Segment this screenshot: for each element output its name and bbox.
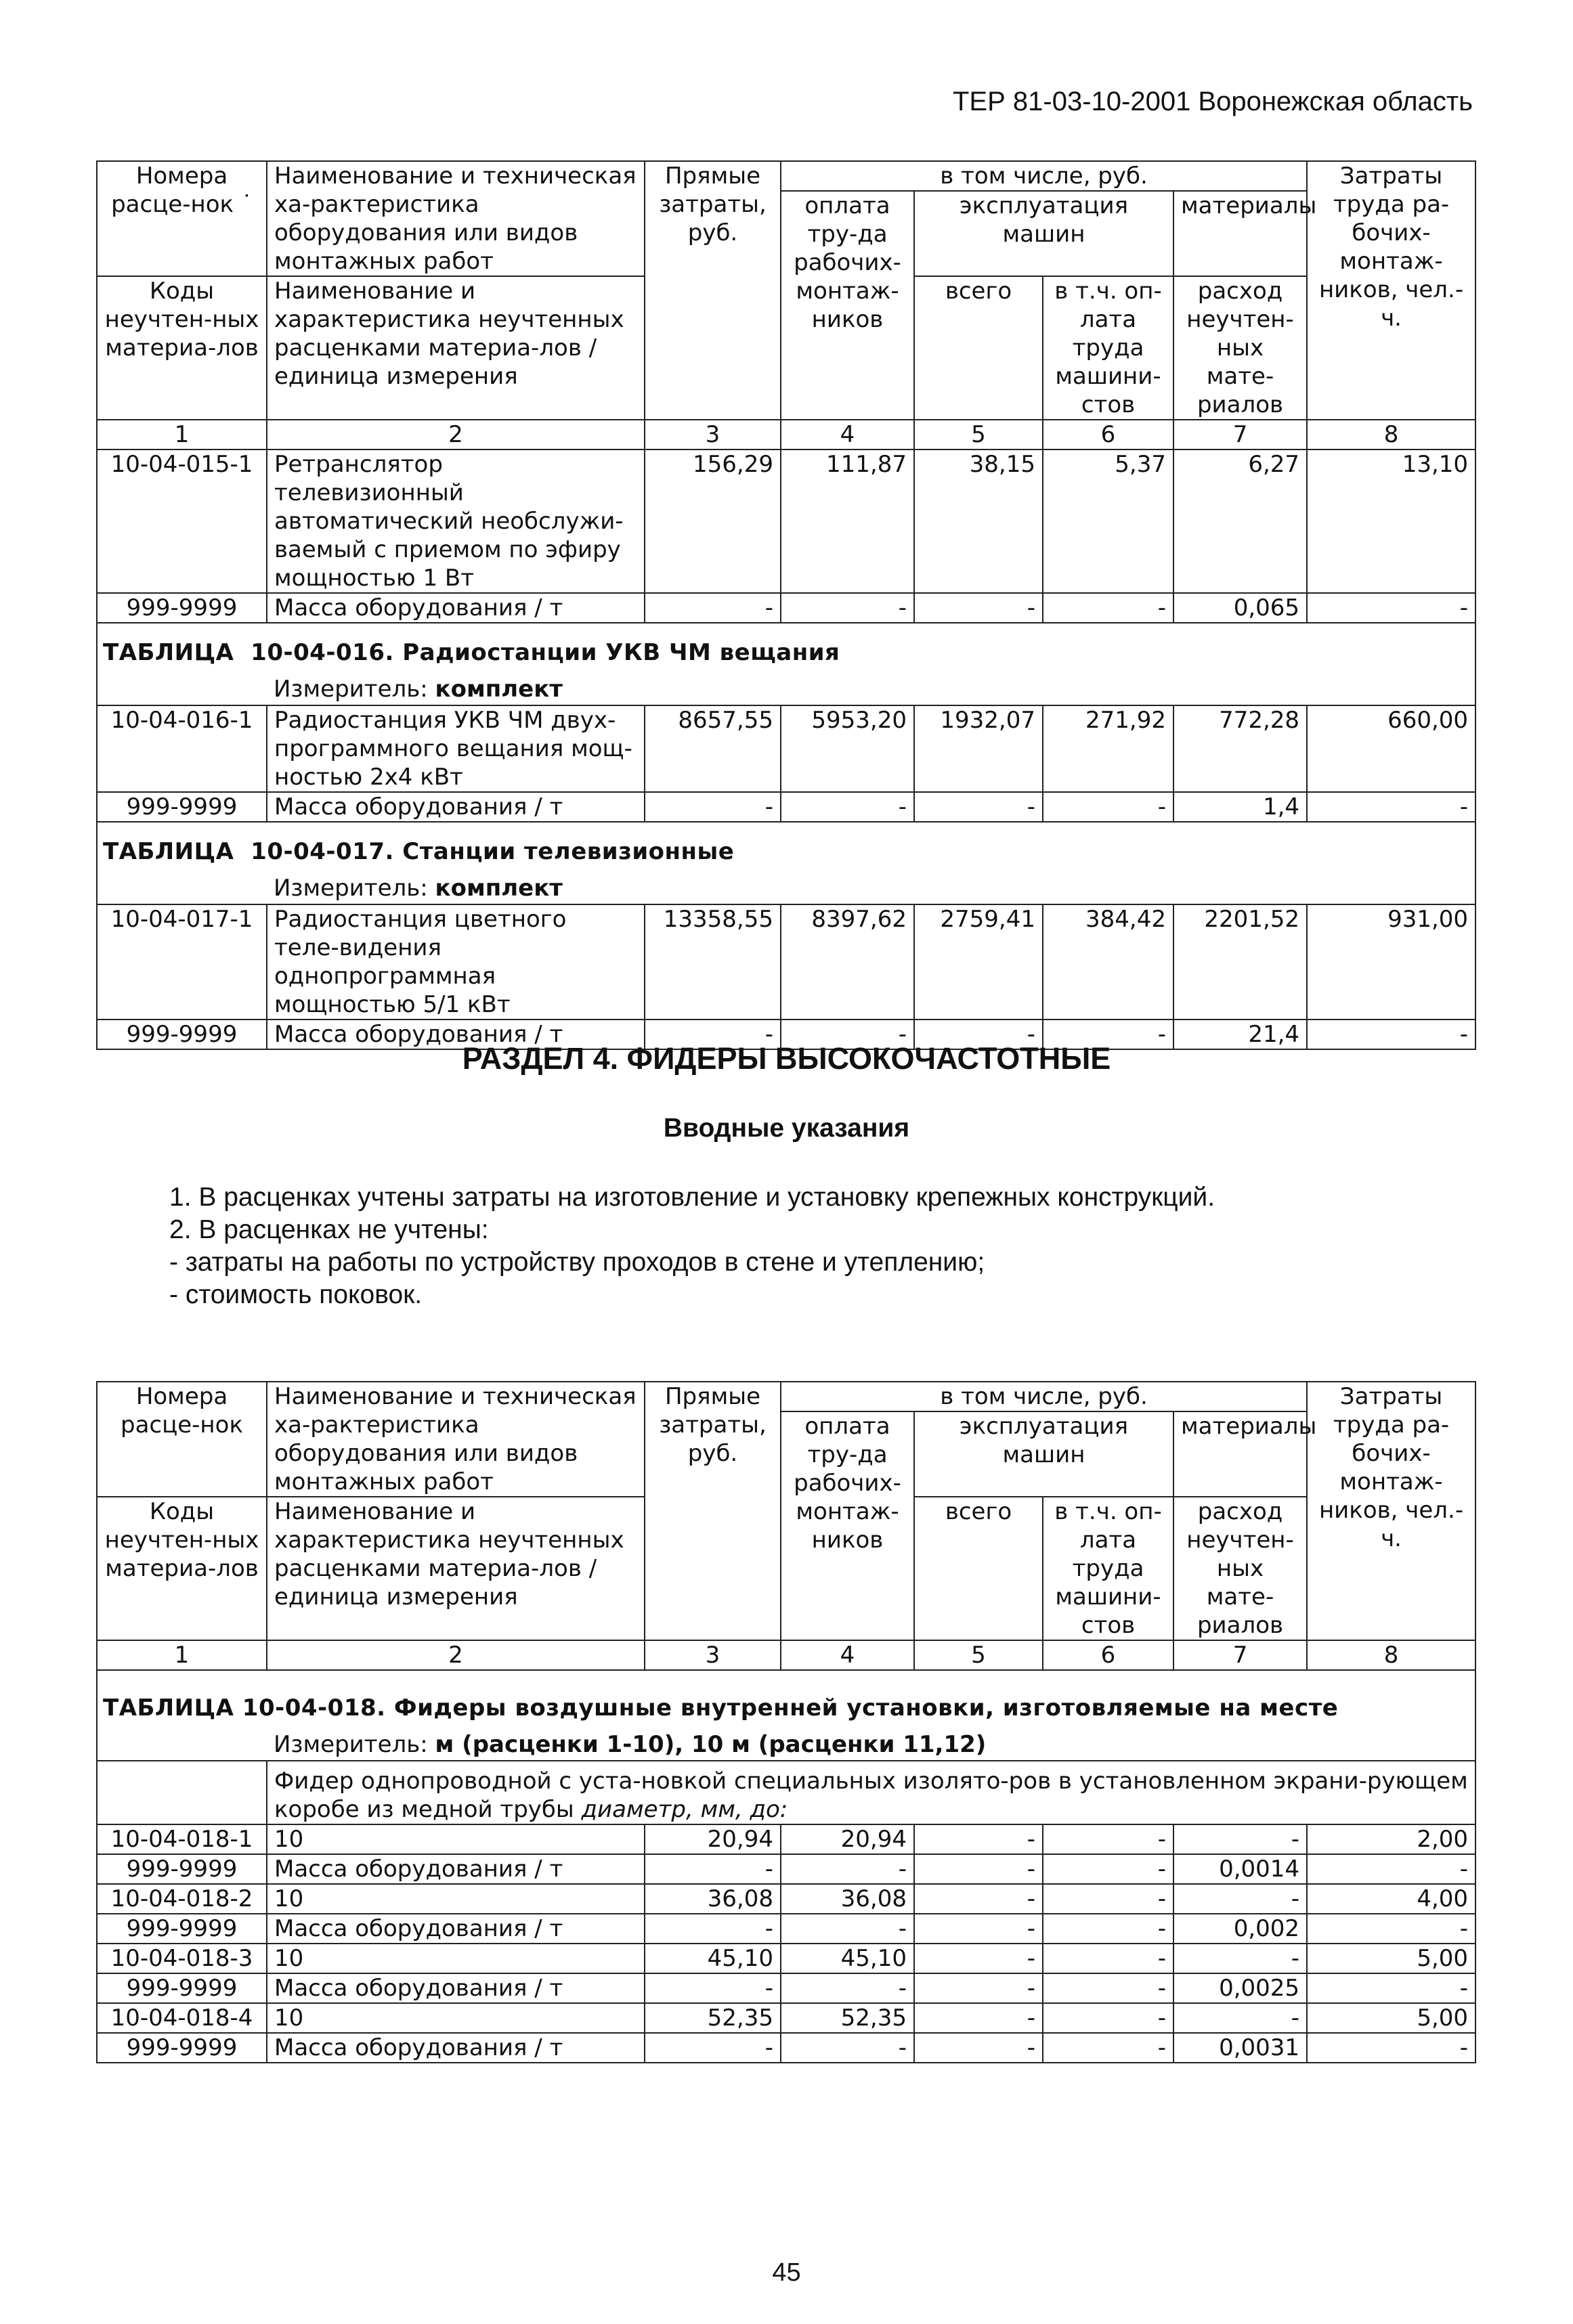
cell-direct-costs: - xyxy=(645,1973,781,2003)
col-header-direct-costs: Прямые затраты, руб. xyxy=(645,1382,781,1640)
measure-label: Измеритель: xyxy=(274,676,428,703)
col-header-direct-costs: Прямые затраты, руб. xyxy=(645,161,781,420)
cell-machine-total: - xyxy=(914,792,1043,822)
cell-labor-costs: - xyxy=(1307,1020,1475,1049)
col-header-machine-total: всего xyxy=(914,276,1043,420)
cell-machinists-pay: - xyxy=(1043,1854,1173,1884)
cell-labor-costs: - xyxy=(1307,593,1475,623)
table-title xyxy=(97,623,1475,671)
material-code: 999-9999 xyxy=(97,1914,267,1944)
rates-table-lower xyxy=(96,1381,1476,2063)
cell-machine-total: - xyxy=(914,1824,1043,1854)
cell-direct-costs: - xyxy=(645,1020,781,1049)
intro-line: 1. В расценках учтены затраты на изготовление и установку крепежных конструкций. xyxy=(169,1183,1215,1212)
cell-machine-total: - xyxy=(914,2033,1043,2063)
cell-materials: 0,065 xyxy=(1173,593,1307,623)
cell-direct-costs: - xyxy=(645,2033,781,2063)
cell-direct-costs: - xyxy=(645,792,781,822)
intro-notes xyxy=(169,1181,1215,1311)
col-header-codes: Коды неучтен-ных материа-лов xyxy=(97,276,267,420)
cell-machine-total: 1932,07 xyxy=(914,705,1043,792)
cell-labor-costs: 13,10 xyxy=(1307,450,1475,593)
table-row xyxy=(97,1854,1475,1884)
cell-labor-costs: - xyxy=(1307,1914,1475,1944)
col-header-materials: материалы xyxy=(1173,191,1307,276)
column-number: 2 xyxy=(267,420,645,450)
table-title-text: 10-04-017. Станции телевизионные xyxy=(251,838,735,865)
column-number: 6 xyxy=(1043,420,1173,450)
cell-machinists-pay: - xyxy=(1043,1020,1173,1049)
cell-machine-total: - xyxy=(914,1914,1043,1944)
col-header-name-bottom: Наименование и характеристика неучтенных расценками материа-лов / единица измерения xyxy=(267,276,645,420)
column-number: 5 xyxy=(914,420,1043,450)
col-header-machinists-pay: в т.ч. оп-лата труда машини-стов xyxy=(1043,276,1173,420)
cell-machinists-pay: - xyxy=(1043,1884,1173,1914)
cell-direct-costs: - xyxy=(645,1854,781,1884)
column-number: 7 xyxy=(1173,1640,1307,1670)
rate-code: 10-04-016-1 xyxy=(97,705,267,792)
cell-labor-costs: 5,00 xyxy=(1307,2003,1475,2033)
cell-direct-costs: 13358,55 xyxy=(645,904,781,1020)
col-header-name: Наименование и техническая ха-рактеристика оборудования или видов монтажных работ xyxy=(267,1382,645,1497)
measure-value: комплект xyxy=(435,676,563,703)
column-number: 6 xyxy=(1043,1640,1173,1670)
cell-materials: 772,28 xyxy=(1173,705,1307,792)
table-title-label: ТАБЛИЦА xyxy=(103,838,234,865)
table-title-row xyxy=(97,623,1475,671)
cell-materials: 0,0014 xyxy=(1173,1854,1307,1884)
table-title: ТАБЛИЦА 10-04-018. Фидеры воздушные внутренней установки, изготовляемые на месте xyxy=(97,1670,1475,1726)
cell-materials: - xyxy=(1173,1944,1307,1973)
cell-labor-costs: - xyxy=(1307,1973,1475,2003)
material-code: 999-9999 xyxy=(97,2033,267,2063)
col-header-machine-operation: эксплуатация машин xyxy=(914,1411,1173,1497)
cell-direct-costs: 45,10 xyxy=(645,1944,781,1973)
cell-machinists-pay: 271,92 xyxy=(1043,705,1173,792)
description-row xyxy=(97,1761,1475,1824)
rate-description: 10 xyxy=(267,1944,645,1973)
cell-direct-costs: 52,35 xyxy=(645,2003,781,2033)
column-number: 1 xyxy=(97,1640,267,1670)
cell-machine-total: - xyxy=(914,1944,1043,1973)
rate-code: 10-04-018-4 xyxy=(97,2003,267,2033)
measure-value: комплект xyxy=(435,875,563,902)
cell-machine-total: - xyxy=(914,1020,1043,1049)
cell-materials: - xyxy=(1173,1824,1307,1854)
cell-machinists-pay: - xyxy=(1043,2033,1173,2063)
cell-machine-total: - xyxy=(914,1884,1043,1914)
measure-value: м (расценки 1-10), 10 м (расценки 11,12) xyxy=(435,1731,987,1758)
cell-labor-pay: - xyxy=(781,1973,914,2003)
col-header-codes: Коды неучтен-ных материа-лов xyxy=(97,1497,267,1640)
cell-materials: 0,0031 xyxy=(1173,2033,1307,2063)
column-number: 5 xyxy=(914,1640,1043,1670)
rate-description: 10 xyxy=(267,1884,645,1914)
cell-machine-total: - xyxy=(914,593,1043,623)
col-header-materials: материалы xyxy=(1173,1411,1307,1497)
table-row xyxy=(97,705,1475,792)
cell-labor-pay: 8397,62 xyxy=(781,904,914,1020)
table-title-text: 10-04-016. Радиостанции УКВ ЧМ вещания xyxy=(251,639,840,666)
measure-label: Измеритель: xyxy=(274,875,428,902)
cell-materials: 2201,52 xyxy=(1173,904,1307,1020)
intro-line: - затраты на работы по устройству проходов в стене и утеплению; xyxy=(169,1248,985,1277)
cell-machinists-pay: - xyxy=(1043,1944,1173,1973)
col-header-machine-total: всего xyxy=(914,1497,1043,1640)
column-number: 2 xyxy=(267,1640,645,1670)
col-header-name: Наименование и техническая ха-рактеристика оборудования или видов монтажных работ xyxy=(267,161,645,276)
col-header-materials-consumption: расход неучтен-ных мате-риалов xyxy=(1173,1497,1307,1640)
running-header: ТЕР 81-03-10-2001 Воронежская область xyxy=(952,87,1473,116)
col-header-including: в том числе, руб. xyxy=(781,1382,1307,1411)
measure-row xyxy=(97,870,1475,904)
material-description: Масса оборудования / т xyxy=(267,1020,645,1049)
col-header-labor-pay: оплата тру-да рабочих-монтаж-ников xyxy=(781,191,914,420)
rate-description: Радиостанция УКВ ЧМ двух-программного вещания мощ-ностью 2х4 кВт xyxy=(267,705,645,792)
rate-code: 10-04-017-1 xyxy=(97,904,267,1020)
cell-materials: 0,0025 xyxy=(1173,1973,1307,2003)
measure-row xyxy=(97,671,1475,705)
cell-labor-pay: 20,94 xyxy=(781,1824,914,1854)
cell-labor-pay: - xyxy=(781,1914,914,1944)
measure-row xyxy=(97,1726,1475,1761)
column-number: 3 xyxy=(645,1640,781,1670)
section-title: РАЗДЕЛ 4. ФИДЕРЫ ВЫСОКОЧАСТОТНЫЕ xyxy=(462,1041,1111,1076)
cell-labor-pay: 111,87 xyxy=(781,450,914,593)
cell-labor-pay: 45,10 xyxy=(781,1944,914,1973)
cell-machine-total: 38,15 xyxy=(914,450,1043,593)
cell-machine-total: - xyxy=(914,1973,1043,2003)
material-description: Масса оборудования / т xyxy=(267,792,645,822)
material-description: Масса оборудования / т xyxy=(267,593,645,623)
rate-code: 10-04-018-2 xyxy=(97,1884,267,1914)
col-header-machinists-pay: в т.ч. оп-лата труда машини-стов xyxy=(1043,1497,1173,1640)
column-number: 1 xyxy=(97,420,267,450)
intro-line: - стоимость поковок. xyxy=(169,1280,423,1309)
cell-labor-pay: - xyxy=(781,593,914,623)
table-title-row xyxy=(97,822,1475,870)
cell-materials: - xyxy=(1173,1884,1307,1914)
table-title xyxy=(97,822,1475,870)
cell-machinists-pay: - xyxy=(1043,593,1173,623)
cell-labor-pay: - xyxy=(781,2033,914,2063)
cell-materials: 0,002 xyxy=(1173,1914,1307,1944)
table-row xyxy=(97,1944,1475,1973)
material-code: 999-9999 xyxy=(97,1973,267,2003)
measure-unit xyxy=(267,870,1475,904)
cell-direct-costs: 8657,55 xyxy=(645,705,781,792)
cell-machinists-pay: - xyxy=(1043,1973,1173,2003)
cell-direct-costs: 36,08 xyxy=(645,1884,781,1914)
cell-direct-costs: 156,29 xyxy=(645,450,781,593)
col-header-including: в том числе, руб. xyxy=(781,161,1307,191)
table-row xyxy=(97,2033,1475,2063)
cell-labor-pay: 5953,20 xyxy=(781,705,914,792)
measure-unit xyxy=(267,1726,1475,1761)
cell-labor-costs: 660,00 xyxy=(1307,705,1475,792)
cell-machine-total: 2759,41 xyxy=(914,904,1043,1020)
col-header-rate-numbers: Номера расце-нок xyxy=(97,1382,267,1497)
material-description: Масса оборудования / т xyxy=(267,1914,645,1944)
cell-labor-pay: - xyxy=(781,1020,914,1049)
table-row xyxy=(97,593,1475,623)
rates-table-upper xyxy=(96,160,1476,1050)
rate-code: 10-04-018-3 xyxy=(97,1944,267,1973)
col-header-materials-consumption: расход неучтен-ных мате-риалов xyxy=(1173,276,1307,420)
table-title-label: ТАБЛИЦА xyxy=(103,639,234,666)
intro-line: 2. В расценках не учтены: xyxy=(169,1215,489,1244)
cell-labor-pay: - xyxy=(781,1854,914,1884)
cell-machinists-pay: 5,37 xyxy=(1043,450,1173,593)
rate-code: 10-04-018-1 xyxy=(97,1824,267,1854)
col-header-name-bottom: Наименование и характеристика неучтенных расценками материа-лов / единица измерения xyxy=(267,1497,645,1640)
page-number: 45 xyxy=(772,2258,801,2287)
material-description: Масса оборудования / т xyxy=(267,1973,645,2003)
column-number: 8 xyxy=(1307,420,1475,450)
cell-machinists-pay: 384,42 xyxy=(1043,904,1173,1020)
cell-labor-pay: 52,35 xyxy=(781,2003,914,2033)
table-row xyxy=(97,1824,1475,1854)
intro-title: Вводные указания xyxy=(663,1114,910,1143)
column-number: 8 xyxy=(1307,1640,1475,1670)
cell-machinists-pay: - xyxy=(1043,2003,1173,2033)
cell-direct-costs: - xyxy=(645,1914,781,1944)
col-header-machine-operation: эксплуатация машин xyxy=(914,191,1173,276)
cell-labor-costs: - xyxy=(1307,1854,1475,1884)
column-number: 7 xyxy=(1173,420,1307,450)
column-number-row xyxy=(97,420,1475,450)
column-number-row xyxy=(97,1640,1475,1670)
cell-direct-costs: - xyxy=(645,593,781,623)
column-number: 4 xyxy=(781,420,914,450)
table-row xyxy=(97,1914,1475,1944)
cell-labor-costs: 4,00 xyxy=(1307,1884,1475,1914)
table-row xyxy=(97,2003,1475,2033)
description-italic: диаметр, мм, до: xyxy=(581,1796,788,1823)
cell-labor-pay: 36,08 xyxy=(781,1884,914,1914)
cell-labor-costs: - xyxy=(1307,2033,1475,2063)
table-row xyxy=(97,792,1475,822)
cell-machine-total: - xyxy=(914,2003,1043,2033)
col-header-labor-pay: оплата тру-да рабочих-монтаж-ников xyxy=(781,1411,914,1640)
material-code: 999-9999 xyxy=(97,1020,267,1049)
cell-materials: - xyxy=(1173,2003,1307,2033)
table-title-row xyxy=(97,1670,1475,1726)
group-description xyxy=(267,1761,1475,1824)
col-header-labor-costs: Затраты труда ра-бочих-монтаж-ников, чел.-ч. xyxy=(1307,1382,1475,1640)
cell-machine-total: - xyxy=(914,1854,1043,1884)
table-row xyxy=(97,904,1475,1020)
rate-description: Ретранслятор телевизионный автоматический необслужи-ваемый с приемом по эфиру мощностью 1 Вт xyxy=(267,450,645,593)
table-row xyxy=(97,450,1475,593)
cell-machinists-pay: - xyxy=(1043,792,1173,822)
cell-materials: 1,4 xyxy=(1173,792,1307,822)
cell-labor-costs: 931,00 xyxy=(1307,904,1475,1020)
cell-machinists-pay: - xyxy=(1043,1914,1173,1944)
cell-materials: 6,27 xyxy=(1173,450,1307,593)
rate-description: 10 xyxy=(267,1824,645,1854)
column-number: 3 xyxy=(645,420,781,450)
material-description: Масса оборудования / т xyxy=(267,1854,645,1884)
rate-description: Радиостанция цветного теле-видения однопрограммная мощностью 5/1 кВт xyxy=(267,904,645,1020)
description-text: Фидер однопроводной с уста-новкой специальных изолято-ров в установленном экрани-рующем коробе из медной трубы xyxy=(274,1768,1468,1823)
cell-materials: 21,4 xyxy=(1173,1020,1307,1049)
table-row xyxy=(97,1884,1475,1914)
material-code: 999-9999 xyxy=(97,1854,267,1884)
col-header-rate-numbers: Номера расце-нок ˙ xyxy=(97,161,267,276)
material-code: 999-9999 xyxy=(97,792,267,822)
material-code: 999-9999 xyxy=(97,593,267,623)
cell-labor-costs: 5,00 xyxy=(1307,1944,1475,1973)
measure-unit xyxy=(267,671,1475,705)
measure-label: Измеритель: xyxy=(274,1731,428,1758)
col-header-labor-costs: Затраты труда ра-бочих-монтаж-ников, чел.-ч. xyxy=(1307,161,1475,420)
cell-labor-pay: - xyxy=(781,792,914,822)
material-description: Масса оборудования / т xyxy=(267,2033,645,2063)
cell-machinists-pay: - xyxy=(1043,1824,1173,1854)
table-row xyxy=(97,1973,1475,2003)
cell-labor-costs: - xyxy=(1307,792,1475,822)
column-number: 4 xyxy=(781,1640,914,1670)
rate-code: 10-04-015-1 xyxy=(97,450,267,593)
cell-direct-costs: 20,94 xyxy=(645,1824,781,1854)
cell-labor-costs: 2,00 xyxy=(1307,1824,1475,1854)
rate-description: 10 xyxy=(267,2003,645,2033)
